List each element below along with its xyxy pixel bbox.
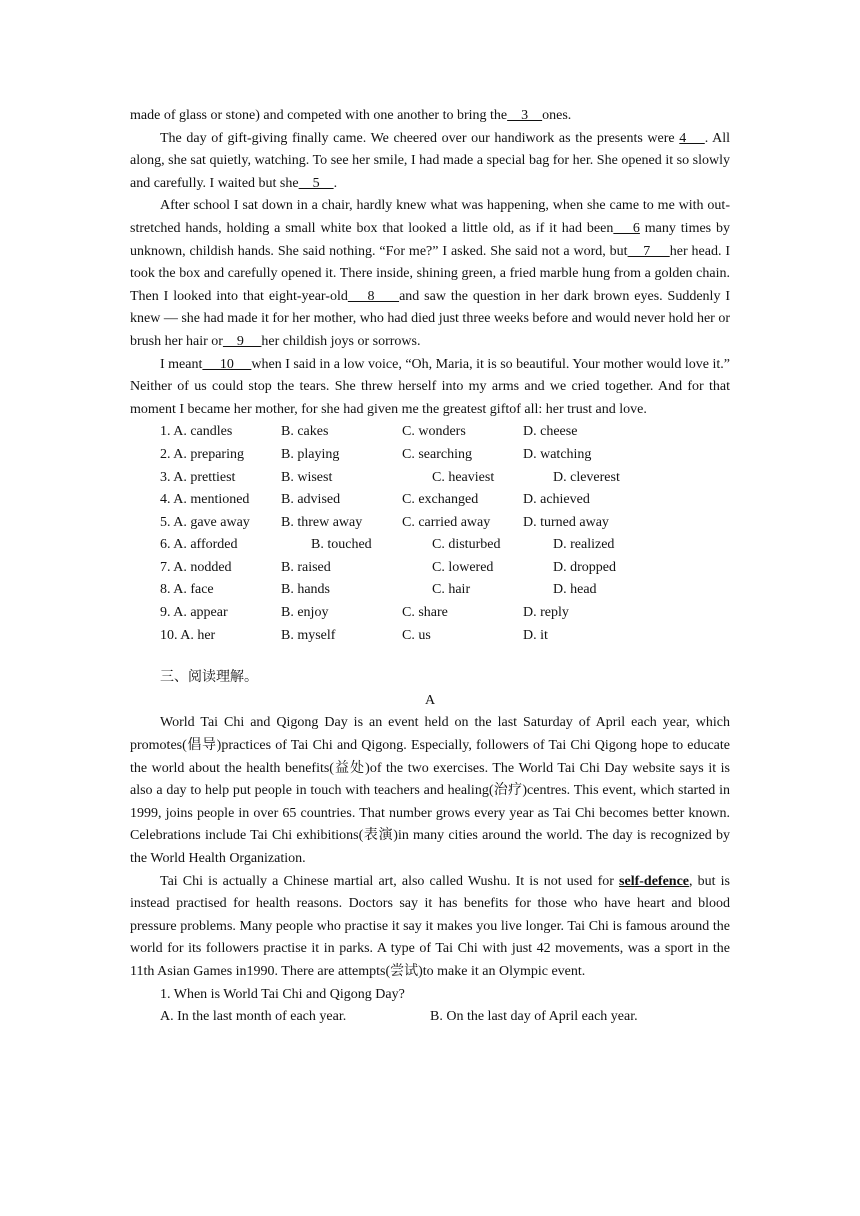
option-row	[130, 557, 730, 580]
bold-term: self-defence	[619, 873, 689, 889]
option-c: C. wonders	[402, 424, 466, 440]
text: After school I sat down in a chair, hardly knew what was happening, when she came to me with out-stretched hands, holding a small white box that looked a little old, as if it had been	[130, 198, 730, 236]
text: and saw the question in her dark brown eyes. Suddenly I knew — she had made it for her mother, who had died just three weeks before and would never hold her or brush her hair or	[130, 288, 731, 349]
text: The day of gift-giving finally came. We cheered over our handiwork as the presents were	[160, 130, 680, 146]
question-1-options	[130, 1006, 730, 1029]
option-b: B. hands	[281, 582, 330, 598]
option-d: D. achieved	[523, 492, 590, 508]
option-a: 3. A. prettiest	[160, 469, 236, 485]
text: made of glass or stone) and competed with one another to bring the	[130, 108, 508, 123]
option-c: C. share	[402, 605, 448, 621]
text: her head. I took the box and carefully opened it. There inside, shining green, a fried marble hung from a golden chain. Then I looked into that eight-year-old	[130, 243, 731, 304]
text: Tai Chi is actually a Chinese martial art, also called Wushu. It is not used for	[160, 873, 620, 889]
option-row	[130, 534, 730, 557]
section-heading: 三、阅读理解。	[160, 670, 258, 686]
option-b: B. On the last day of April each year.	[430, 1009, 638, 1025]
text: ones.	[542, 108, 572, 123]
option-a: 9. A. appear	[160, 605, 228, 621]
reading-paragraph	[130, 871, 730, 984]
cloze-paragraph	[130, 195, 730, 353]
answer-options	[130, 421, 730, 647]
cloze-paragraph	[130, 105, 730, 128]
blank-6: 6	[613, 220, 640, 236]
blank-4: 4	[679, 130, 705, 146]
option-a: 8. A. face	[160, 582, 214, 598]
option-d: D. dropped	[553, 559, 616, 575]
passage-label: A	[424, 692, 436, 708]
text: I meant	[160, 356, 203, 372]
option-d: D. head	[553, 582, 597, 598]
option-d: D. cheese	[523, 424, 578, 440]
option-c: C. heaviest	[432, 469, 495, 485]
option-d: D. watching	[523, 446, 592, 462]
option-b: B. touched	[311, 537, 372, 553]
option-row	[130, 421, 730, 444]
option-c: C. exchanged	[402, 492, 479, 508]
option-d: D. cleverest	[553, 469, 620, 485]
option-a: 1. A. candles	[160, 424, 233, 440]
option-c: C. lowered	[432, 559, 494, 575]
option-a: 10. A. her	[160, 627, 216, 643]
option-b: B. wisest	[281, 469, 333, 485]
option-c: C. hair	[432, 582, 471, 598]
option-row	[130, 467, 730, 490]
blank-7: 7	[627, 243, 670, 259]
reading-paragraph: World Tai Chi and Qigong Day is an event held on the last Saturday of April each year, which promotes(倡导)practices of Tai Chi and Qigong. Especially, followers of Tai Chi Qigong hope to educate the world about the health benefits(益处)of the two exercises. The World Tai Chi Day website says it is also a day to help put people in touch with teachers and healing(治疗)centres. This event, which started in 1999, joins people in over 65 countries. That number grows every year as Tai Chi becomes better known. Celebrations include Tai Chi exhibitions(表演)in many cities around the world. The day is recognized by the World Health Organization.	[130, 715, 730, 866]
cloze-paragraph	[130, 354, 730, 422]
option-c: C. us	[402, 627, 431, 643]
option-b: B. enjoy	[281, 605, 329, 621]
option-c: C. carried away	[402, 514, 491, 530]
option-a: 4. A. mentioned	[160, 492, 250, 508]
option-b: B. raised	[281, 559, 331, 575]
option-a: 2. A. preparing	[160, 446, 244, 462]
option-c: C. searching	[402, 446, 472, 462]
option-d: D. realized	[553, 537, 615, 553]
blank-9: 9	[222, 333, 262, 349]
option-a: 5. A. gave away	[160, 514, 250, 530]
option-a: 6. A. afforded	[160, 537, 238, 553]
text: , but is instead practised for health reasons. Doctors say it has benefits for those who have heart and blood pressure problems. Many people who practise it say it makes you live longer. Tai Chi is famous around the world for its followers practise it in parks. A type of Tai Chi with just 42 movements, was a sport in the 11th Asian Games in1990. There are attempts(尝试)to make it an Olympic event.	[130, 873, 730, 979]
option-b: B. advised	[281, 492, 341, 508]
option-row	[130, 512, 730, 535]
option-row	[130, 625, 730, 648]
option-c: C. disturbed	[432, 537, 501, 553]
cloze-paragraph	[130, 128, 730, 196]
blank-10: 10	[202, 356, 252, 372]
text: many times by unknown, childish hands. She said nothing. “For me?” I asked. She said not a word, but	[130, 220, 731, 259]
option-d: D. reply	[523, 605, 569, 621]
blank-3: 3	[507, 108, 543, 123]
option-row	[130, 602, 730, 625]
option-b: B. playing	[281, 446, 340, 462]
option-b: B. myself	[281, 627, 336, 643]
option-row	[130, 444, 730, 467]
option-a: 7. A. nodded	[160, 559, 232, 575]
text: her childish joys or sorrows.	[261, 333, 421, 349]
blank-5: 5	[298, 175, 334, 191]
option-a: A. In the last month of each year.	[160, 1009, 347, 1025]
option-row	[130, 489, 730, 512]
option-d: D. it	[523, 627, 548, 643]
option-b: B. threw away	[281, 514, 363, 530]
option-d: D. turned away	[523, 514, 609, 530]
text: when I said in a low voice, “Oh, Maria, it is so beautiful. Your mother would love it.” Neither of us could stop the tears. She threw herself into my arms and we cried together. And for that moment I became her mother, for she had given me the greatest giftof all: her trust and love.	[130, 356, 731, 417]
text: .	[333, 175, 338, 191]
blank-8: 8	[347, 288, 400, 304]
text: . All along, she sat quietly, watching. To see her smile, I had made a special bag for her. She opened it so slowly and carefully. I waited but she	[130, 130, 731, 191]
option-b: B. cakes	[281, 424, 329, 440]
question-1: 1. When is World Tai Chi and Qigong Day?	[160, 986, 405, 1002]
option-row	[130, 579, 730, 602]
